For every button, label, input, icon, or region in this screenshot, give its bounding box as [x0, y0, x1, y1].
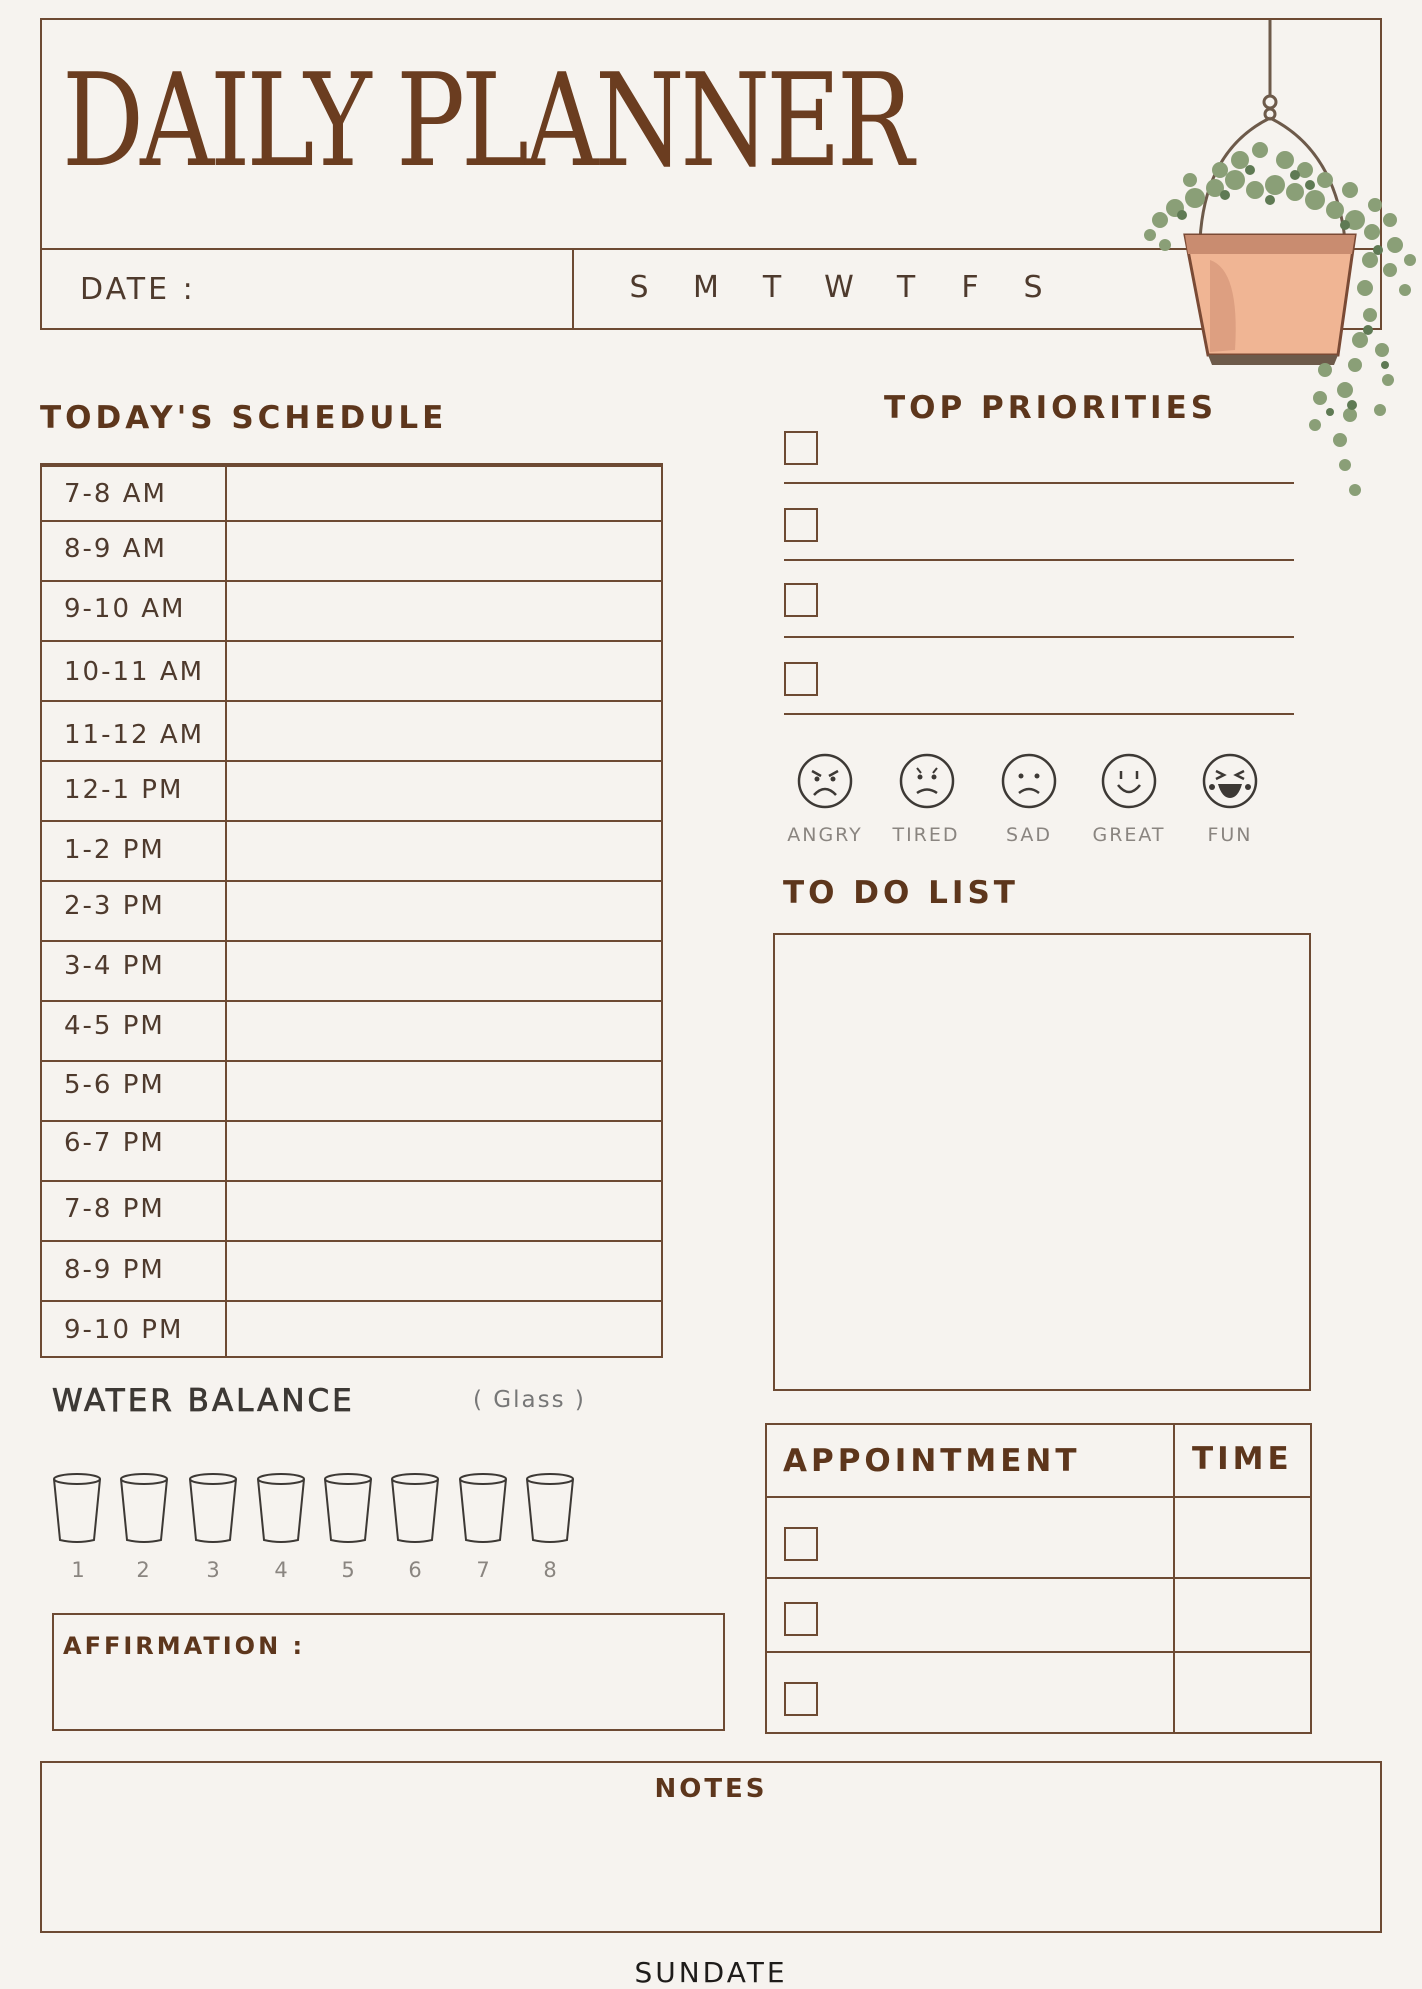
angry-face-icon[interactable]: [797, 753, 853, 809]
priorities-heading: TOP PRIORITIES: [884, 390, 1218, 426]
mood-label-tired: TIRED: [892, 824, 960, 846]
schedule-row[interactable]: [42, 1000, 661, 1062]
time-slot-label: 7-8 PM: [64, 1194, 165, 1224]
great-face-icon[interactable]: [1101, 753, 1157, 809]
appointment-heading: APPOINTMENT: [783, 1443, 1081, 1479]
page-title: DAILY PLANNER: [62, 47, 910, 196]
water-unit-note: ( Glass ): [473, 1387, 586, 1413]
priority-line[interactable]: [784, 559, 1294, 561]
glass-number: 2: [136, 1558, 150, 1582]
glass-number: 4: [274, 1558, 288, 1582]
mood-label-great: GREAT: [1092, 824, 1166, 846]
schedule-table: [40, 463, 663, 1358]
schedule-row[interactable]: [42, 820, 661, 882]
water-heading: WATER BALANCE: [52, 1383, 355, 1419]
priority-checkbox[interactable]: [784, 508, 818, 542]
fun-face-icon[interactable]: [1202, 753, 1258, 809]
day-wednesday[interactable]: W: [824, 270, 854, 305]
schedule-row[interactable]: [42, 1060, 661, 1122]
appointment-header-divider: [765, 1496, 1312, 1498]
time-slot-label: 12-1 PM: [64, 775, 184, 805]
glass-icon[interactable]: [323, 1472, 373, 1544]
time-slot-label: 1-2 PM: [64, 835, 165, 865]
footer-brand: SUNDATE: [634, 1956, 788, 1989]
schedule-row[interactable]: [42, 940, 661, 1002]
appointment-row-divider: [765, 1577, 1312, 1579]
glass-icon[interactable]: [390, 1472, 440, 1544]
appointment-checkbox[interactable]: [784, 1682, 818, 1716]
schedule-heading: TODAY'S SCHEDULE: [40, 400, 448, 436]
priority-line[interactable]: [784, 482, 1294, 484]
appointment-time-heading: TIME: [1192, 1441, 1293, 1477]
day-saturday[interactable]: S: [1023, 270, 1043, 305]
schedule-row[interactable]: [42, 880, 661, 942]
priority-checkbox[interactable]: [784, 662, 818, 696]
time-slot-label: 3-4 PM: [64, 951, 165, 981]
glass-number: 3: [206, 1558, 220, 1582]
glass-icon[interactable]: [188, 1472, 238, 1544]
time-slot-label: 7-8 AM: [64, 479, 167, 509]
schedule-row[interactable]: [42, 760, 661, 822]
notes-heading: NOTES: [654, 1774, 768, 1804]
priority-checkbox[interactable]: [784, 583, 818, 617]
todo-box[interactable]: [773, 933, 1311, 1391]
glass-number: 8: [543, 1558, 557, 1582]
time-slot-label: 11-12 AM: [64, 720, 205, 750]
day-tuesday[interactable]: T: [762, 270, 782, 305]
time-slot-label: 9-10 PM: [64, 1315, 184, 1345]
time-slot-label: 9-10 AM: [64, 594, 186, 624]
schedule-row[interactable]: [42, 1180, 661, 1242]
todo-heading: TO DO LIST: [783, 875, 1019, 911]
day-thursday[interactable]: T: [896, 270, 916, 305]
time-slot-label: 5-6 PM: [64, 1070, 165, 1100]
affirmation-label: AFFIRMATION :: [63, 1632, 306, 1660]
mood-label-fun: FUN: [1207, 824, 1253, 846]
schedule-row[interactable]: [42, 1240, 661, 1302]
schedule-row[interactable]: [42, 1120, 661, 1182]
schedule-row[interactable]: [42, 465, 661, 522]
time-slot-label: 2-3 PM: [64, 891, 165, 921]
glass-number: 7: [476, 1558, 490, 1582]
mood-label-sad: SAD: [1005, 824, 1053, 846]
date-divider: [572, 248, 574, 330]
schedule-row[interactable]: [42, 580, 661, 642]
priority-checkbox[interactable]: [784, 431, 818, 465]
time-slot-label: 8-9 PM: [64, 1255, 165, 1285]
schedule-row[interactable]: [42, 700, 661, 762]
hanging-plant-illustration: [1120, 20, 1422, 520]
glass-icon[interactable]: [52, 1472, 102, 1544]
time-slot-label: 6-7 PM: [64, 1128, 165, 1158]
time-slot-label: 4-5 PM: [64, 1011, 165, 1041]
date-label[interactable]: DATE :: [80, 272, 196, 307]
mood-label-angry: ANGRY: [787, 824, 863, 846]
sad-face-icon[interactable]: [1001, 753, 1057, 809]
glass-icon[interactable]: [119, 1472, 169, 1544]
appointment-row-divider: [765, 1651, 1312, 1653]
appointment-checkbox[interactable]: [784, 1527, 818, 1561]
glass-icon[interactable]: [256, 1472, 306, 1544]
time-slot-label: 10-11 AM: [64, 657, 205, 687]
day-sunday[interactable]: S: [629, 270, 649, 305]
priority-line[interactable]: [784, 636, 1294, 638]
day-monday[interactable]: M: [693, 270, 719, 305]
glass-number: 5: [341, 1558, 355, 1582]
time-slot-label: 8-9 AM: [64, 534, 167, 564]
day-friday[interactable]: F: [961, 270, 979, 305]
glass-icon[interactable]: [458, 1472, 508, 1544]
glass-icon[interactable]: [525, 1472, 575, 1544]
schedule-row[interactable]: [42, 520, 661, 582]
affirmation-box[interactable]: [52, 1613, 725, 1731]
glass-number: 6: [408, 1558, 422, 1582]
tired-face-icon[interactable]: [899, 753, 955, 809]
schedule-row[interactable]: [42, 1300, 661, 1360]
appointment-checkbox[interactable]: [784, 1602, 818, 1636]
glass-number: 1: [71, 1558, 85, 1582]
schedule-row[interactable]: [42, 640, 661, 702]
priority-line[interactable]: [784, 713, 1294, 715]
